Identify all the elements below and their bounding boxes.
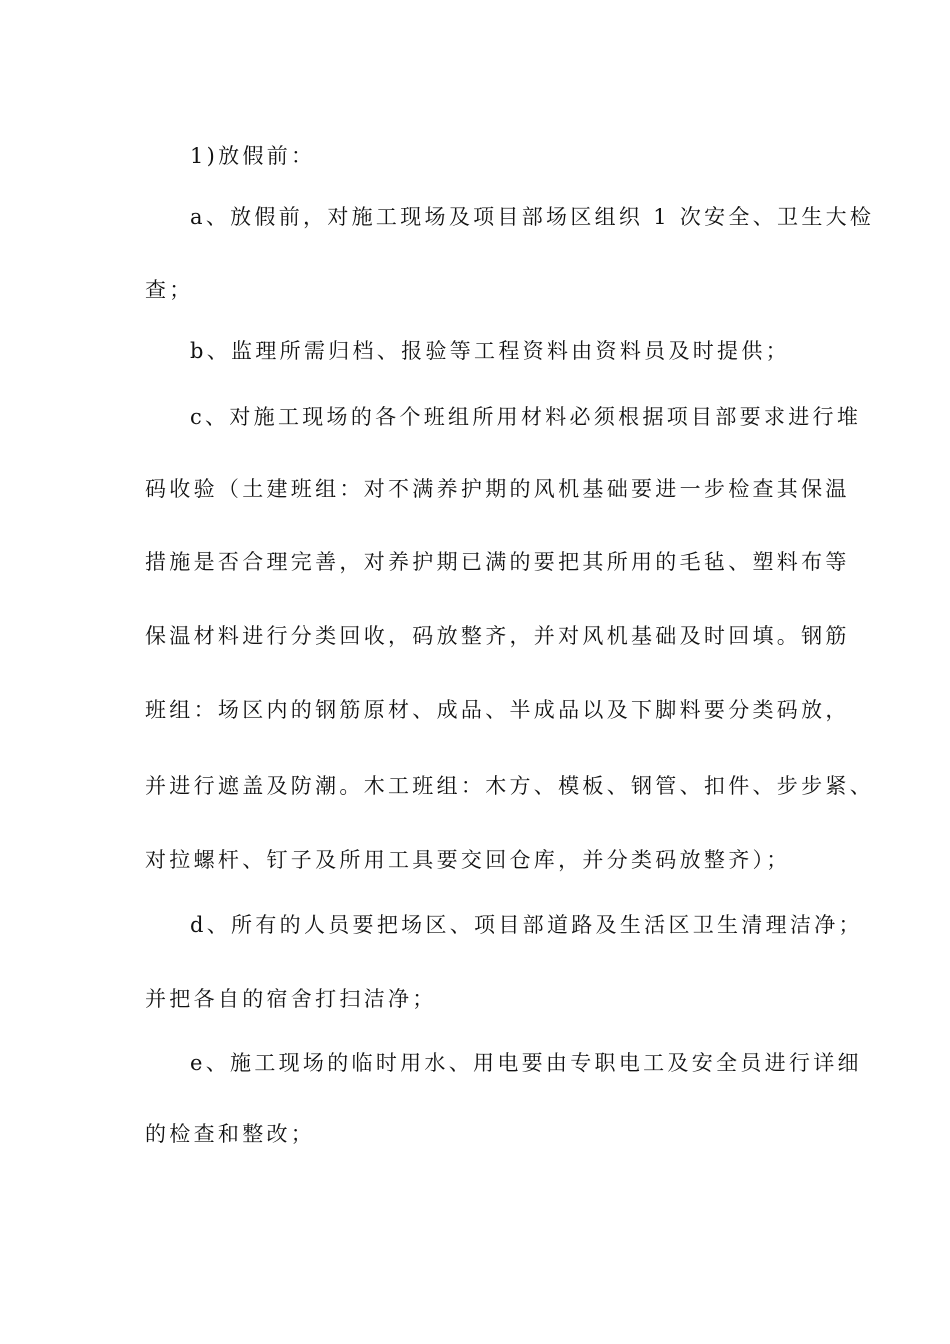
paragraph-line: d、所有的人员要把场区、项目部道路及生活区卫生清理洁净； (190, 913, 863, 937)
paragraph-line: c、对施工现场的各个班组所用材料必须根据项目部要求进行堆 (190, 405, 862, 429)
paragraph-line: 措施是否合理完善，对养护期已满的要把其所用的毛毡、塑料布等 (145, 550, 850, 574)
paragraph-line: a、放假前，对施工现场及项目部场区组织 1 次安全、卫生大检 (190, 205, 875, 229)
paragraph-line: b、监理所需归档、报验等工程资料由资料员及时提供； (190, 339, 790, 363)
paragraph-line: 并进行遮盖及防潮。木工班组：木方、模板、钢管、扣件、步步紧、 (145, 774, 874, 798)
paragraph-line: 班组：场区内的钢筋原材、成品、半成品以及下脚料要分类码放， (145, 698, 850, 722)
paragraph-line: 查； (145, 278, 194, 302)
paragraph-line: 对拉螺杆、钉子及所用工具要交回仓库，并分类码放整齐）； (145, 848, 791, 872)
section-heading: 1)放假前： (190, 144, 316, 168)
paragraph-line: e、施工现场的临时用水、用电要由专职电工及安全员进行详细 (190, 1051, 862, 1075)
paragraph-line: 的检查和整改； (145, 1122, 316, 1146)
paragraph-line: 保温材料进行分类回收，码放整齐，并对风机基础及时回填。钢筋 (145, 624, 850, 648)
paragraph-line: 并把各自的宿舍打扫洁净； (145, 987, 437, 1011)
paragraph-line: 码收验（土建班组：对不满养护期的风机基础要进一步检查其保温 (145, 477, 850, 501)
